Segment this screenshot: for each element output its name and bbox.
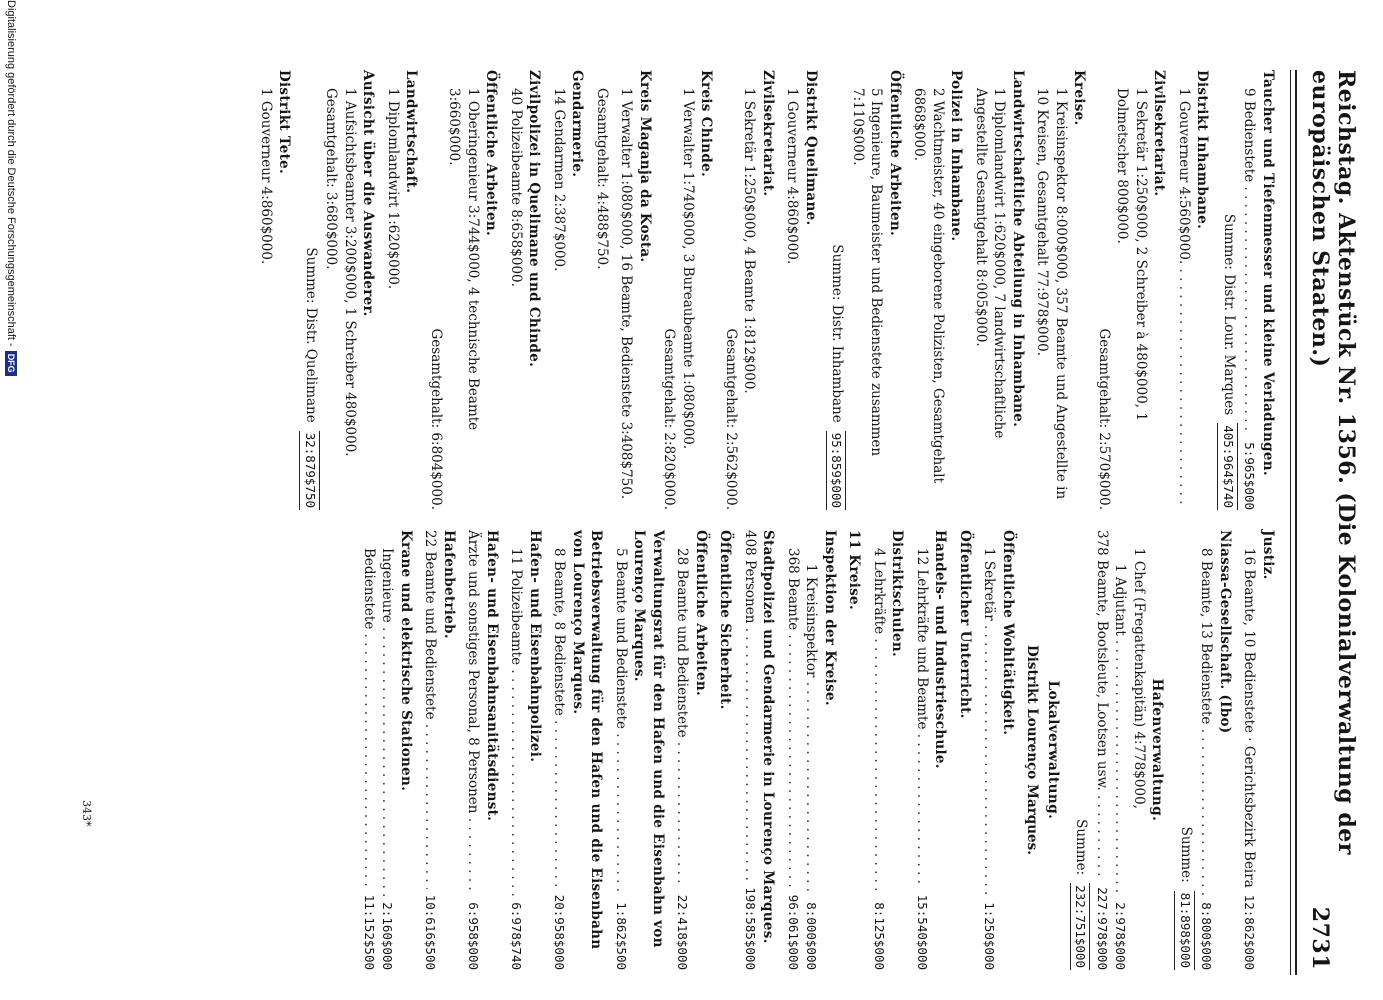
dfg-logo: DFG: [5, 351, 17, 376]
entry-row: 1 Chef (Fregattenkapitän) 4:778$000,: [1131, 548, 1147, 809]
section-heading: Landwirtschaft.: [403, 70, 420, 194]
section-title: Lokalverwaltung.: [1045, 680, 1061, 820]
entry-row: 8 Beamte, 13 Bedienstete . . . 8:800$000: [1197, 530, 1216, 970]
header-title: Reichstag. Aktenstück Nr. 1356. (Die Kolonialverwaltung der europäischen Staaten.): [1307, 70, 1359, 855]
section-heading: Hafen- und Eisenbahnpolizei.: [527, 530, 543, 763]
page-number: 2731: [1307, 906, 1333, 970]
section-heading: Gendarmerie.: [569, 70, 586, 178]
section-heading: Betriebsverwaltung für den Hafen und die Eisenbahn von Lourenço Marques.: [570, 530, 605, 950]
section-heading: Distrikt Inhambane.: [1194, 70, 1211, 230]
column-left: [360, 530, 1284, 970]
section-heading: Kreis Maganja da Kosta.: [637, 70, 653, 263]
section-heading: Kreise.: [1071, 70, 1088, 126]
sheet-number: 343*: [80, 800, 93, 827]
section-subtitle: Distrikt Lourenço Marques.: [1024, 645, 1041, 855]
section-heading: 11 Kreise.: [846, 530, 863, 610]
section-heading: Öffentliche Wohltätigkeit.: [1000, 530, 1016, 736]
entry-row: 1 Sekretär . . . 1:250$000: [980, 530, 999, 970]
entry-row: 378 Beamte, Bootsleute, Lootsen usw. . . . 227:978$000: [1093, 530, 1112, 970]
entry-subtotal: Gesamtgehalt: 6:804$000.: [428, 328, 444, 510]
entry-subtotal: Gesamtgehalt: 2:570$000.: [1096, 328, 1112, 510]
section-heading: Verwaltungsrat für den Hafen und die Eisenbahn von Lourenço Marques.: [631, 530, 666, 948]
section-heading: Öffentliche Arbeiten.: [887, 70, 903, 236]
section-heading: Landwirtschaftliche Abteilung in Inhambane.: [1010, 70, 1026, 428]
entry-row: 28 Beamte und Bedienstete . . . 22:418$000: [673, 530, 692, 970]
entry-text: 14 Gendarmen 2:387$000.: [551, 88, 567, 272]
entry-row: 16 Beamte, 10 Bedienstete · Gerichtsbezirk Beira . . . 12:862$000: [1240, 530, 1259, 970]
entry-text: 1 Sekretär 1:250$000, 2 Schreiber à 480$000, 1 Dolmetscher 800$000.: [1114, 88, 1149, 421]
digitization-note: [1, 0, 21, 1000]
sum-line: Summe: Distr. Inhambane 95:859$000: [826, 70, 847, 510]
section-heading: Polizei in Inhambane.: [948, 70, 965, 242]
section-title: Hafenverwaltung.: [1149, 678, 1166, 822]
section-heading: Zivilpolizei in Quelimane und Chinde.: [526, 70, 543, 368]
sum-line: Summe: 81:898$000: [1175, 530, 1196, 970]
sum-line: Summe: 232:751$000: [1070, 530, 1091, 970]
section-heading: Handels- und Industrieschule.: [932, 530, 949, 769]
page-header: [1307, 70, 1359, 970]
entry-subtotal: Gesamtgehalt: 2:820$000.: [661, 328, 678, 510]
column-right: [257, 70, 1284, 510]
entry-row: 22 Beamte und Bedienstete . . . 10:616$500: [421, 530, 440, 970]
entry-text: 1 Diplomlandwirt 1:620$000, 7 landwirtschaftliche Angestellte Gesamtgehalt 8:005$000.: [973, 88, 1008, 439]
section-heading: Distrikt Tete.: [276, 70, 293, 175]
entry-row: 11 Polizeibeamte . . . 6:978$740: [507, 530, 526, 970]
digitization-text: Digitalisierung gefördert durch die Deutsche Forschungsgemeinschaft -: [5, 0, 17, 347]
section-heading: Zivilsekretariat.: [760, 70, 776, 197]
section-heading: Kreis Chinde.: [698, 70, 715, 177]
section-heading: Niassa-Gesellschaft. (Ibo): [1217, 530, 1233, 734]
entry-text: 2 Wachtmeister, 40 eingeborene Polizisten, Gesamtgehalt 6868$000.: [911, 88, 946, 484]
entry-row: 408 Personen . . . 198:585$000: [741, 530, 760, 970]
section-heading: Öffentliche Arbeiten.: [483, 70, 500, 236]
entry-row: Ärzte und sonstiges Personal, 8 Personen . . . 6:958$000: [464, 530, 483, 970]
section-heading: Krane und elektrische Stationen.: [398, 530, 414, 792]
entry-text: 1 Kreisinspektor 8:000$000, 357 Beamte und Angestellte in 10 Kreisen, Gesamtgehalt 77:978$000.: [1034, 88, 1069, 500]
entry-row: 12 Lehrkräfte und Beamte . . . 15:540$000: [913, 530, 932, 970]
section-heading: Zivilsekretariat.: [1151, 70, 1168, 197]
section-heading: Distriktschulen.: [889, 530, 906, 657]
entry-row: 8 Beamte, 8 Bedienstete . . . 20:958$000: [550, 530, 569, 970]
section-heading: Taucher und Tiefenmesser und kleine Verladungen.: [1260, 70, 1276, 476]
section-heading: Hafen- und Eisenbahnsanitätsdienst.: [484, 530, 500, 822]
entry-row: 1 Kreisinspektor . . . 8:000$000: [802, 530, 821, 970]
entry-row: 368 Beamte . . . 96:061$000: [784, 530, 803, 970]
entry-text: 5 Ingenieure, Baumeister und Bedienstete zusammen 7:110$000.: [850, 88, 885, 457]
entry-text: 1 Diplomlandwirt 1:620$000.: [385, 88, 401, 290]
entry-row: Ingenieure . . . 2:160$000: [378, 530, 397, 970]
section-heading: Aufsicht über die Auswanderer.: [360, 70, 377, 317]
sum-line: Summe: Distr. Lour. Marques 405:964$740: [1218, 70, 1239, 510]
section-heading: Hafenbetrieb.: [441, 530, 457, 639]
entry-text: 1 Verwalter 1:740$000, 3 Bureaubeamte 1:080$000.: [680, 88, 696, 450]
section-heading: Öffentlicher Unterricht.: [957, 530, 973, 719]
sum-line: Summe: Distr. Quelimane 32:879$750: [300, 70, 321, 510]
entry-text: 1 Gouverneur 4:860$000.: [258, 88, 274, 265]
section-heading: Öffentliche Arbeiten.: [693, 530, 709, 696]
entry-text: 1 Sekretär 1:250$000, 4 Beamte 1:812$000.: [741, 88, 758, 394]
entry-row: 9 Bedienstete . . . 5:965$000: [1240, 70, 1259, 510]
entry-row: Bedienstete . . . 11:152$500: [360, 530, 379, 970]
entry-text: 1 Verwalter 1:080$000, 16 Beamte, Bedienstete 3:408$750.: [618, 88, 635, 500]
entry-subtotal: Gesamtgehalt: 2:562$000.: [723, 328, 739, 510]
entry-text: Gesamtgehalt: 4:488$750.: [594, 88, 610, 270]
section-heading: Justiz.: [1260, 530, 1276, 580]
section-heading: Distrikt Quelimane.: [803, 70, 819, 226]
section-heading: Inspektion der Kreise.: [822, 530, 838, 706]
header-rule: [1290, 70, 1297, 975]
section-heading: Stadtpolizei und Gendarmerie in Lourenço Marques.: [760, 530, 777, 944]
entry-text: 40 Polizeibeamte 8:658$000.: [508, 88, 524, 287]
entry-row: 5 Beamte und Bedienstete . . . 1:862$500: [612, 530, 631, 970]
entry-row: 1 Adjutant . . . 2:978$000: [1111, 530, 1130, 970]
entry-text: 1 Gouverneur 4:860$000.: [784, 88, 801, 265]
entry-row: 1 Gouverneur 4:560$000. . . .: [1175, 70, 1194, 510]
section-heading: Öffentliche Sicherheit.: [717, 530, 734, 710]
entry-row: 4 Lehrkräfte . . . 8:125$000: [870, 530, 889, 970]
entry-text: 1 Oberingenieur 3:744$000, 4 technische Beamte 3:660$000.: [446, 88, 481, 431]
entry-text: 1 Aufsichtsbeamter 3:200$000, 1 Schreiber 480$000. Gesamtgehalt: 3:680$000.: [323, 88, 358, 457]
